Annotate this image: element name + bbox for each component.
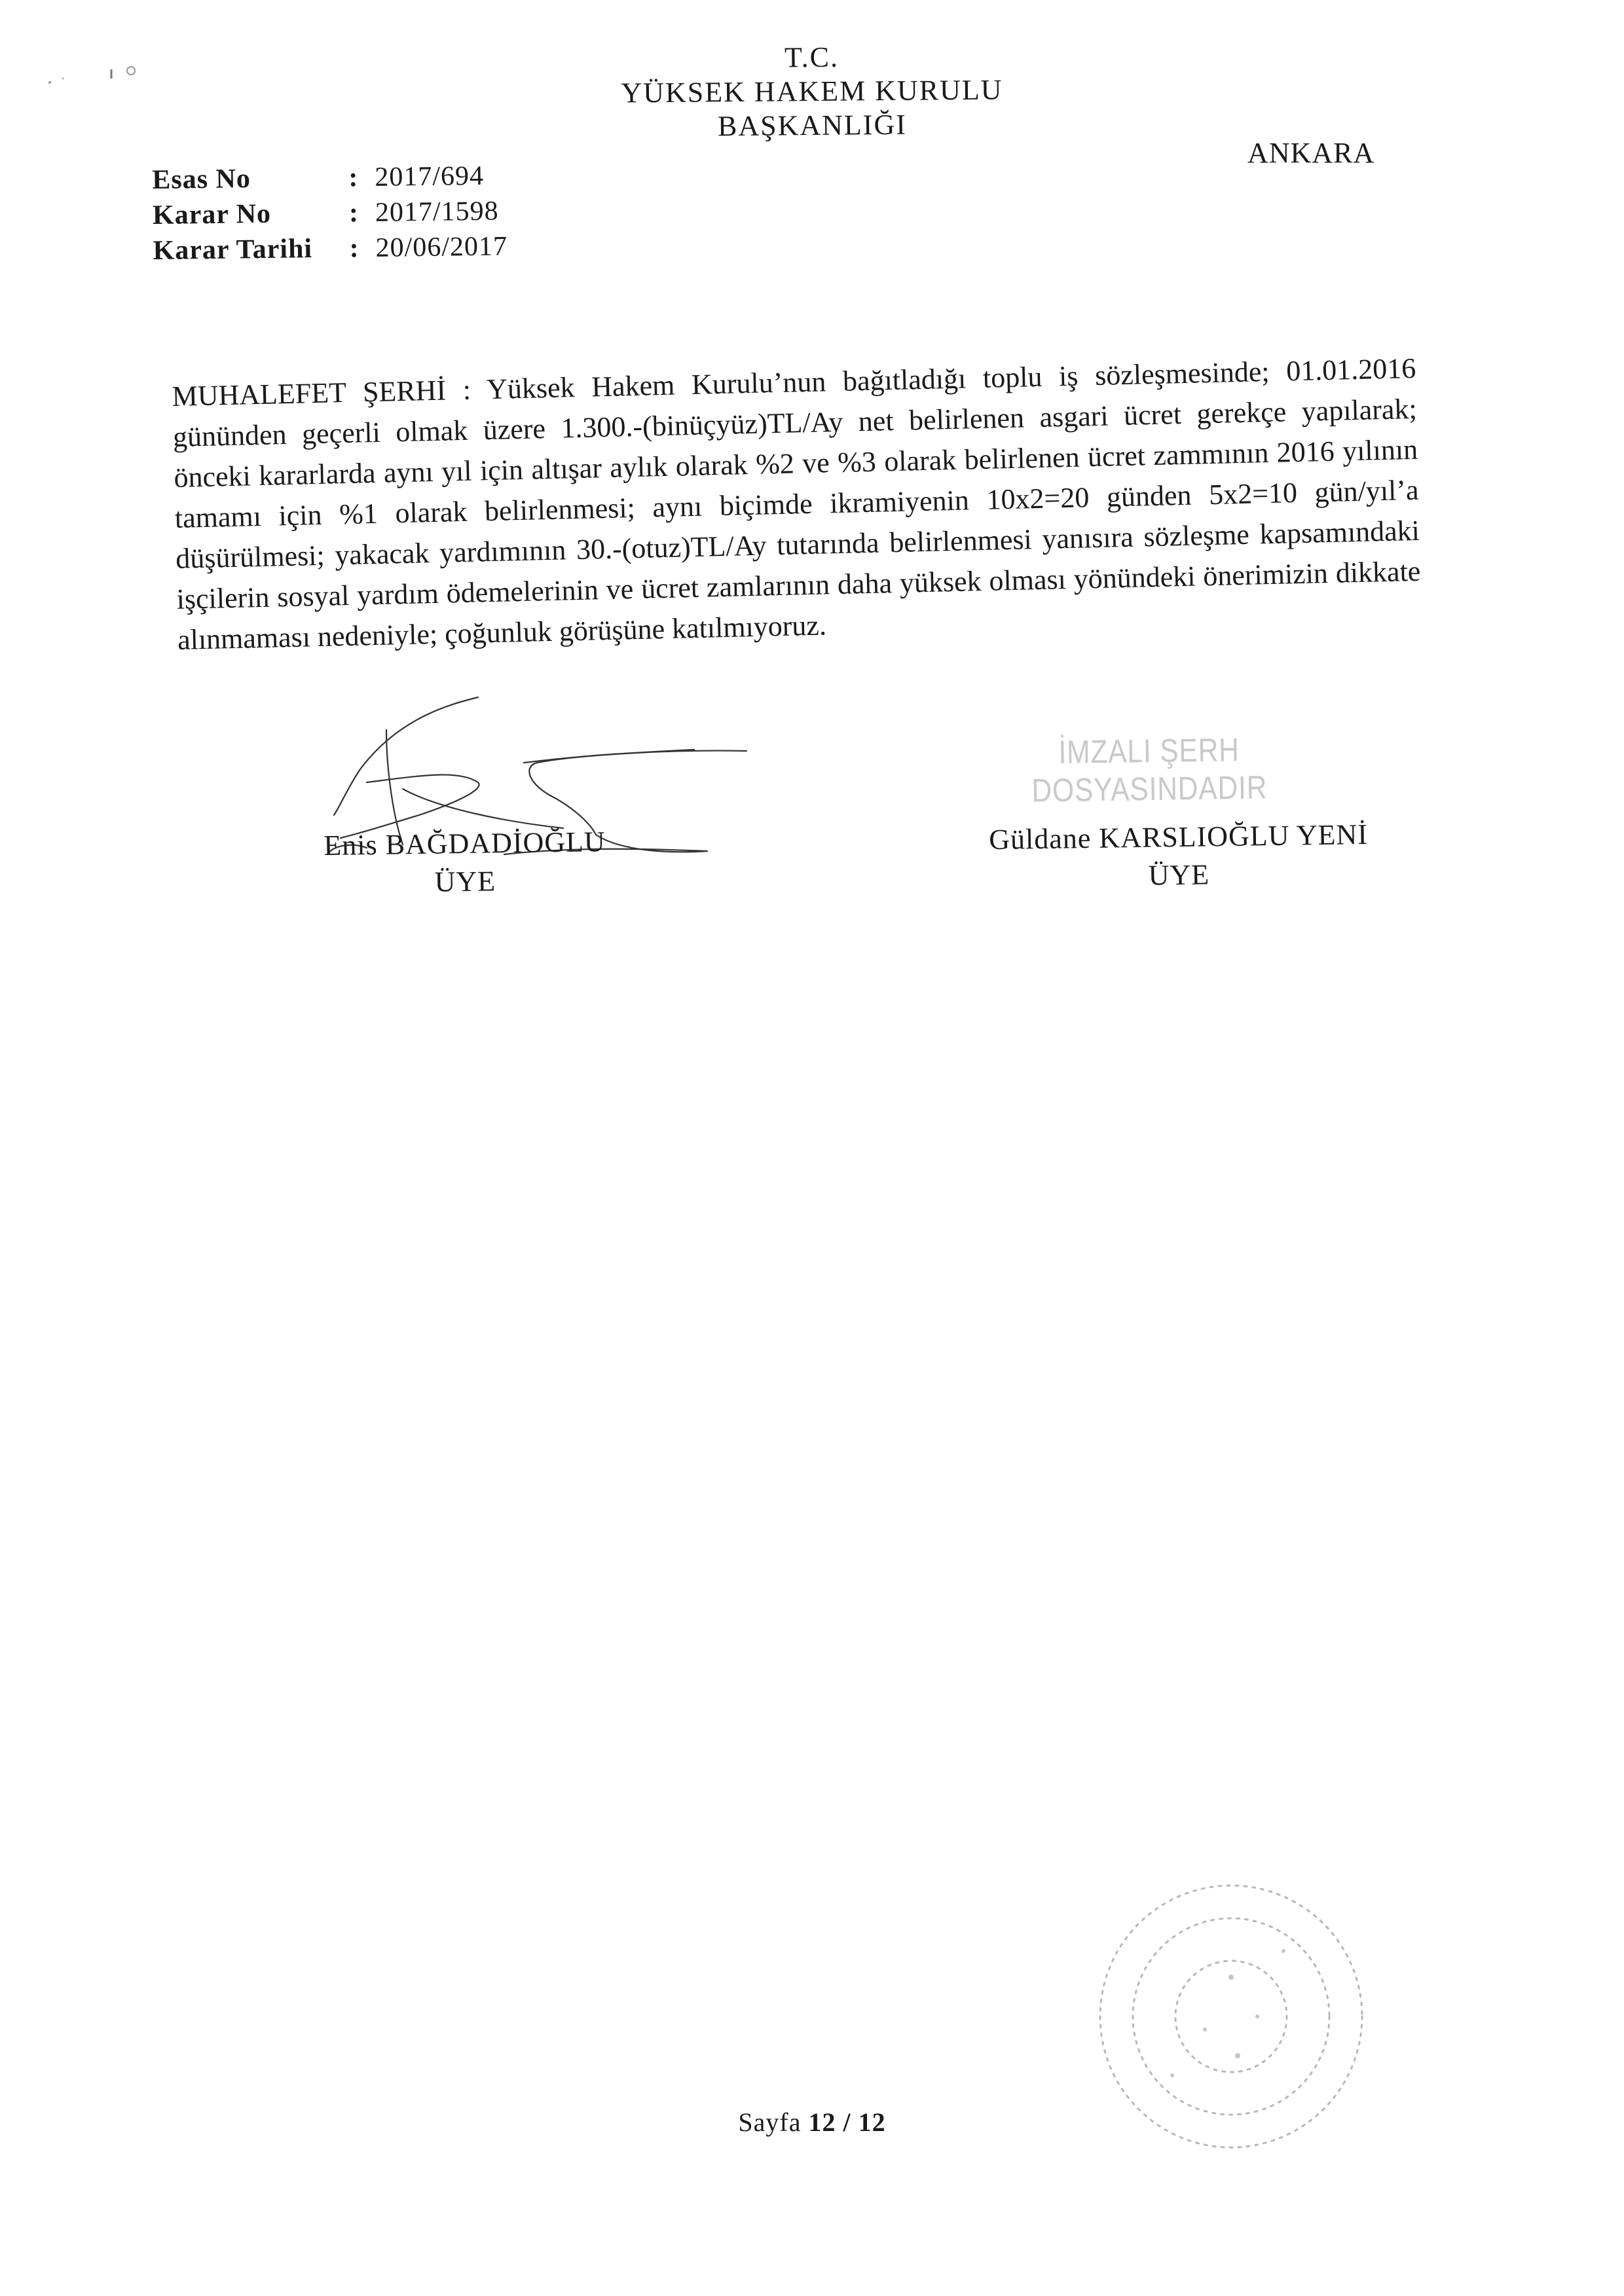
meta-label: Karar Tarihi <box>153 234 313 266</box>
signature-right <box>942 815 1415 898</box>
signatory-name: Güldane KARSLIOĞLU YENİ <box>988 818 1369 856</box>
page-number <box>0 2107 1624 2138</box>
meta-label: Esas No <box>152 164 251 195</box>
dissent-paragraph: MUHALEFET ŞERHİ : Yüksek Hakem Kurulu’nun bağıtladığı toplu iş sözleşmesinde; 01.01.2016 gününden geçerli olmak üzere 1.300.-(binüçyüz)TL/Ay net belirlenen asgari ücret gerekçe yapılarak; önceki kararlarda aynı yıl için altışar aylık olarak %2 ve %3 olarak belirlenen ücret zammının 2016 yılının tamamı için %1 olarak belirlenmesi; aynı biçimde ikramiyenin 10x2=20 günden 5x2=10 gün/yıl’a düşürülmesi; yakacak yardımının 30.-(otuz)TL/Ay tutarında belirlenmesi yanısıra sözleşme kapsamındaki işçilerin sosyal yardım ödemelerinin ve ücret zamlarının daha yüksek olması yönündeki önerimizin dikkate alınmaması nedeniyle; çoğunluk görüşüne katılmıyoruz. <box>172 352 1421 656</box>
document-header <box>0 33 1624 150</box>
meta-separator: : <box>348 198 359 228</box>
signatory-name: Enis BAĞDADİOĞLU <box>323 826 606 862</box>
meta-value: 2017/1598 <box>375 196 499 228</box>
header-institution: YÜKSEK HAKEM KURULU <box>621 73 1003 109</box>
meta-row-karar <box>153 192 572 233</box>
meta-value: 2017/694 <box>375 160 485 192</box>
meta-label: Karar No <box>152 198 272 230</box>
signed-dissent-stamp: İMZALI ŞERH DOSYASINDADIR <box>1031 731 1268 809</box>
header-country: T.C. <box>784 41 840 74</box>
page-total: 12 <box>858 2107 886 2137</box>
page-current: 12 <box>808 2107 836 2137</box>
signature-left <box>307 823 623 903</box>
meta-separator: : <box>348 162 358 193</box>
page-prefix: Sayfa <box>738 2107 802 2137</box>
meta-row-karar-tarihi <box>153 228 572 268</box>
city-label: ANKARA <box>1247 137 1375 169</box>
case-metadata <box>152 157 572 268</box>
signatory-role: ÜYE <box>434 865 496 898</box>
meta-separator: : <box>349 233 359 264</box>
page-separator: / <box>843 2107 851 2137</box>
signatory-role: ÜYE <box>1148 858 1210 892</box>
meta-row-esas <box>152 157 572 198</box>
header-office: BAŞKANLIĞI <box>717 108 908 143</box>
meta-value: 20/06/2017 <box>375 231 508 263</box>
